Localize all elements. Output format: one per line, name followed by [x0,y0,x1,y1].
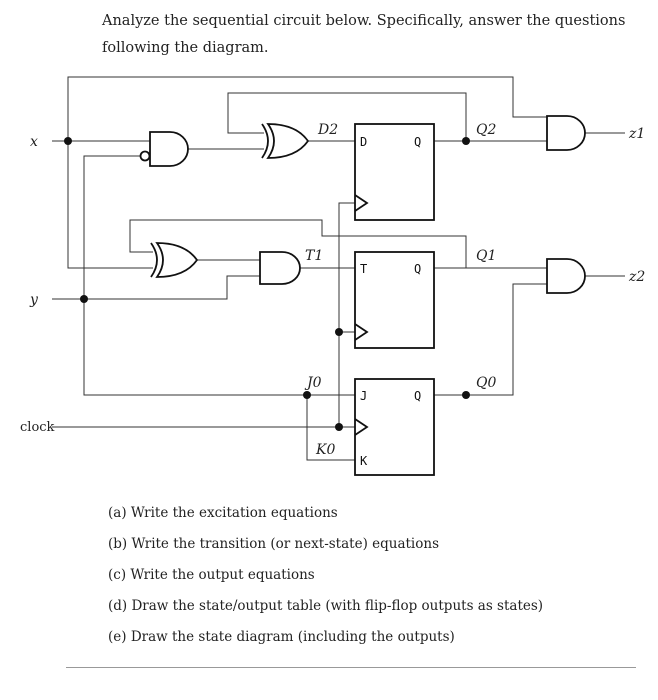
and-gate-t1 [260,252,300,284]
and-gate-z2 [547,259,585,293]
t-flip-flop [355,252,434,348]
clock-label: clock [20,420,55,435]
xor-gate-d2 [262,124,308,158]
t1-label: T1 [305,248,324,264]
q2-pin-label: Q [414,135,422,149]
j0-label: J0 [307,375,322,391]
jk-flip-flop [355,379,434,475]
sequential-circuit-diagram [0,60,658,500]
problem-intro: Analyze the sequential circuit below. Specifically, answer the questions following the diagram. [102,13,626,56]
bottom-divider [66,667,636,668]
q1-pin-label: Q [414,262,422,276]
j-pin-label: J [360,389,368,403]
k0-label: K0 [316,442,336,458]
q0-pin-label: Q [414,389,422,403]
input-y-label: y [30,292,38,308]
question-list [108,500,543,655]
input-x-label: x [30,134,38,150]
d-pin-label: D [360,135,368,149]
question-d: (d) Draw the state/output table (with flip-flop outputs as states) [108,598,544,614]
t-pin-label: T [360,262,368,276]
d2-label: D2 [318,122,339,138]
k-pin-label: K [360,454,368,468]
question-c: (c) Write the output equations [108,567,315,583]
output-z2-label: z2 [629,269,646,285]
xor-gate-t1 [151,243,197,277]
and-gate-z1 [547,116,585,150]
wires [52,77,625,460]
question-a: (a) Write the excitation equations [108,505,338,521]
question-e: (e) Draw the state diagram (including the outputs) [108,629,455,645]
q1-output-label: Q1 [476,248,497,264]
output-z1-label: z1 [629,126,646,142]
question-b: (b) Write the transition (or next-state) equations [108,536,440,552]
inverter-bubble [141,152,150,161]
nand-gate [141,132,188,166]
q0-output-label: Q0 [476,375,497,391]
q2-output-label: Q2 [476,122,497,138]
d-flip-flop [355,124,434,220]
